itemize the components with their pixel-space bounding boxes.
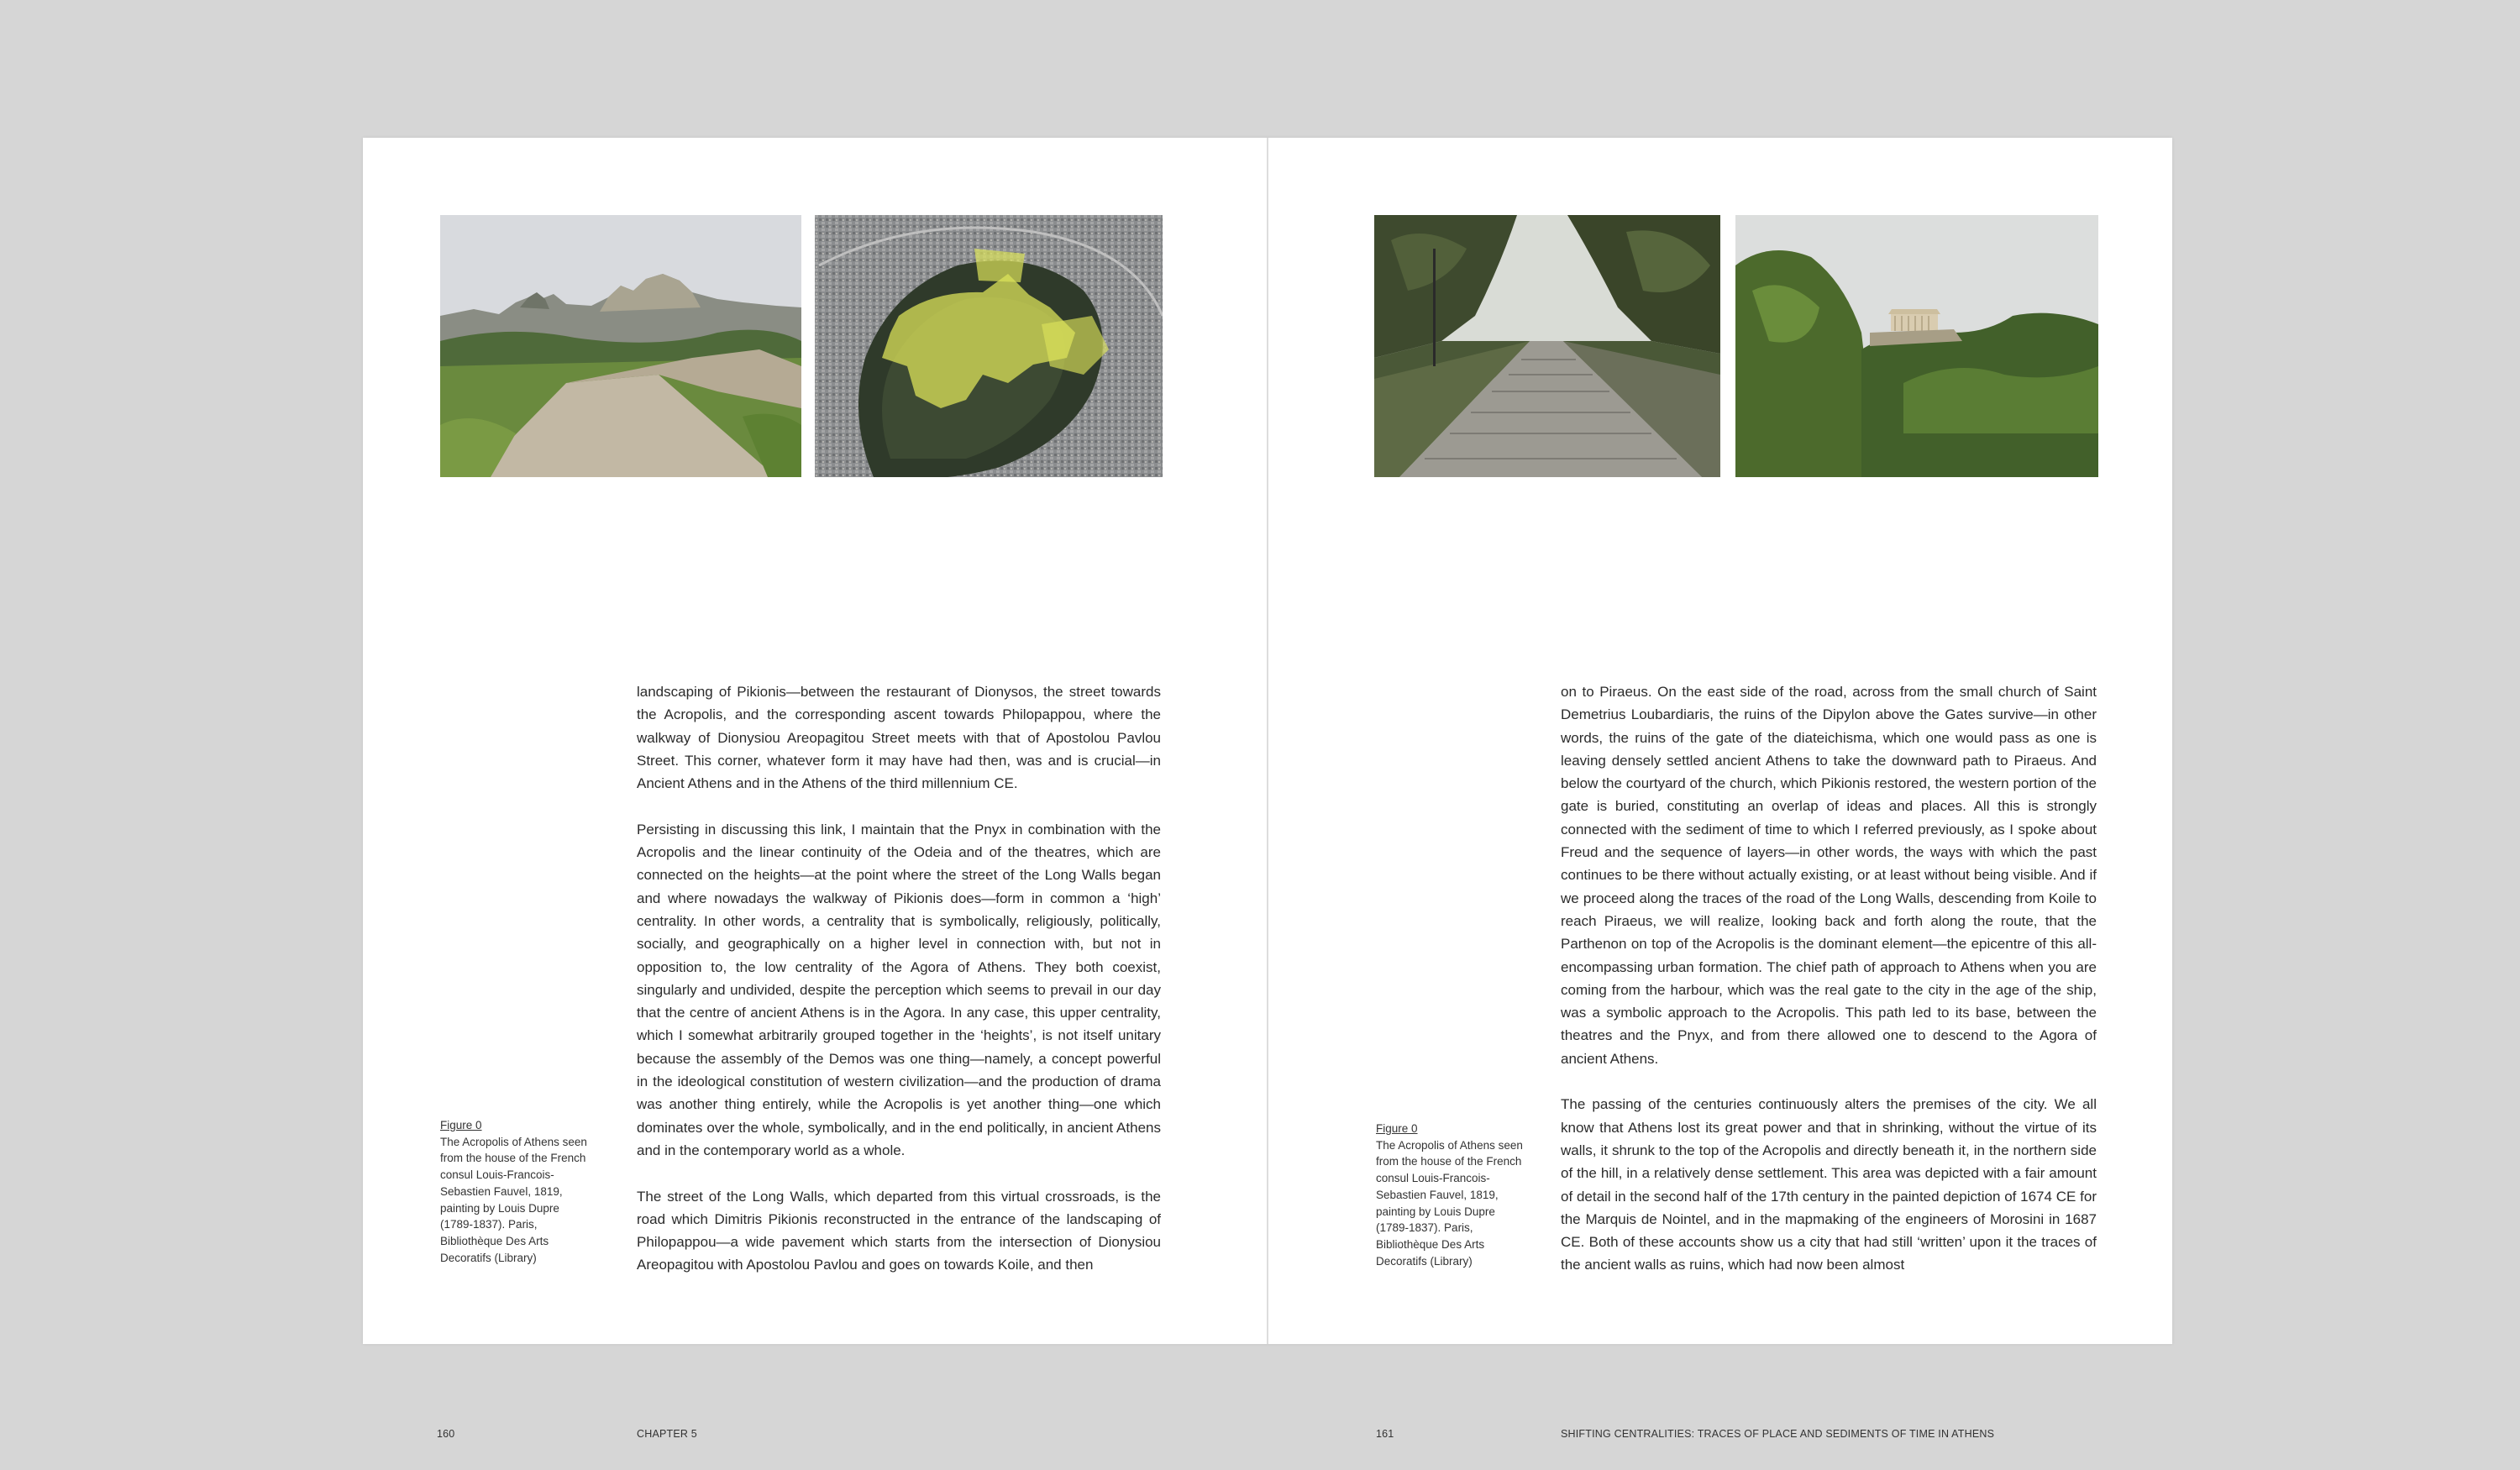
- page-number: 160: [437, 1428, 455, 1440]
- paragraph: Persisting in discussing this link, I maintain that the Pnyx in combination with the Acropolis and the linear continuity of the Odeia and of the theatres, which are connected on the heights—at the point where the street of the Long Walls began and where nowadays the walkway of Pikionis does—form in common a ‘high’ centrality. In other words, a centrality that is symbolically, religiously, politically, socially, and geographically on a higher level in connection with, but not in opposition to, the low centrality of the Agora of Athens. They both coexist, singularly and undivided, despite the perception which seems to prevail in our day that the centre of ancient Athens is in the Agora. In any case, this upper centrality, which I somewhat arbitrarily grouped together in the ‘heights’, is not itself unitary because the assembly of the Demos was one thing—namely, a concept powerful in the ideological constitution of western civilization—and the production of drama was another thing entirely, while the Acropolis is yet another thing—one which dominates over the whole, symbolically, and in the end politically, in ancient Athens and in the contemporary world as a whole.: [637, 821, 1161, 1158]
- paragraph: The passing of the centuries continuously alters the premises of the city. We all know that Athens lost its great power and that in shrinking, without the virtue of its walls, it shrunk to the top of the Acropolis and directly beneath it, in the northern side of the hill, in a relatively dense settlement. This area was depicted with a fair amount of detail in the second half of the 17th century in the painted depiction of 1674 CE for the Marquis de Nointel, and in the mapmaking of the engineers of Morosini in 1687 CE. Both of these accounts show us a city that had still ‘written’ upon it the traces of the ancient walls as ruins, which had now been almost: [1561, 1096, 2097, 1273]
- running-head: CHAPTER 5: [637, 1428, 697, 1440]
- figure-caption: [1376, 1121, 1527, 1269]
- right-body-text: [1561, 680, 2097, 1277]
- paragraph: on to Piraeus. On the east side of the road, across from the small church of Saint Demetrius Loubardiaris, the ruins of the Dipylon above the Gates survive—in other words, the ruins of the gate of the diateichisma, which one would pass as one is leaving densely settled ancient Athens to take the downward path to Piraeus. And below the courtyard of the church, which Pikionis restored, the western portion of the gate is buried, constituting an overlap of ideas and places. All this is strongly connected with the sediment of time to which I referred previously, as I spoke about Freud and the sequence of layers—in other words, the ways with which the past continues to be there without actually existing, or at least without being visible. And if we proceed along the traces of the road of the Long Walls, descending from Koile to reach Piraeus, we will realize, looking back and forth along the route, that the Parthenon on top of the Acropolis is the dominant element—the epicentre of this all-encompassing urban formation. The chief path of approach to Athens when you are coming from the harbour, which was the real gate to the city in the age of the ship, was a symbolic approach to the Acropolis. This path led to its base, between the theatres and the Pnyx, and from there allowed one to descend to the Agora of ancient Athens.: [1561, 684, 2097, 1067]
- paragraph: The street of the Long Walls, which departed from this virtual crossroads, is the road which Dimitris Pikionis reconstructed in the entrance of the landscaping of Philopappou—a wide pavement which starts from the intersection of Dionysiou Areopagitou with Apostolou Pavlou and goes on towards Koile, and then: [637, 1188, 1161, 1273]
- caption-text: The Acropolis of Athens seen from the house of the French consul Louis-Francois-Sebastien Fauvel, 1819, painting by Louis Dupre (1789-1837). Paris, Bibliothèque Des Arts Decoratifs (Library): [440, 1135, 587, 1264]
- right-page: [1267, 138, 2172, 1440]
- left-body-text: [637, 680, 1161, 1277]
- page-number: 161: [1376, 1428, 1394, 1440]
- paragraph: landscaping of Pikionis—between the restaurant of Dionysos, the street towards the Acropolis, and the corresponding ascent towards Philopappou, where the walkway of Dionysiou Areopagitou Street meets with that of Apostolou Pavlou Street. This corner, whatever form it may have had then, was and is crucial—in Ancient Athens and in the Athens of the third millennium CE.: [637, 684, 1161, 792]
- caption-text: The Acropolis of Athens seen from the house of the French consul Louis-Francois-Sebastien Fauvel, 1819, painting by Louis Dupre (1789-1837). Paris, Bibliothèque Des Arts Decoratifs (Library): [1376, 1138, 1523, 1268]
- figure-caption: [440, 1117, 591, 1266]
- aerial-map-athens: [815, 215, 1163, 477]
- photo-acropolis-view: [440, 215, 801, 477]
- photo-parthenon-trees: [1735, 215, 2098, 477]
- figure-label: Figure 0: [1376, 1122, 1418, 1135]
- figure-label: Figure 0: [440, 1119, 482, 1131]
- running-head: SHIFTING CENTRALITIES: TRACES OF PLACE AND SEDIMENTS OF TIME IN ATHENS: [1561, 1428, 1995, 1440]
- photo-paved-walkway: [1374, 215, 1720, 477]
- book-spread: [363, 138, 2172, 1440]
- left-page: [363, 138, 1267, 1440]
